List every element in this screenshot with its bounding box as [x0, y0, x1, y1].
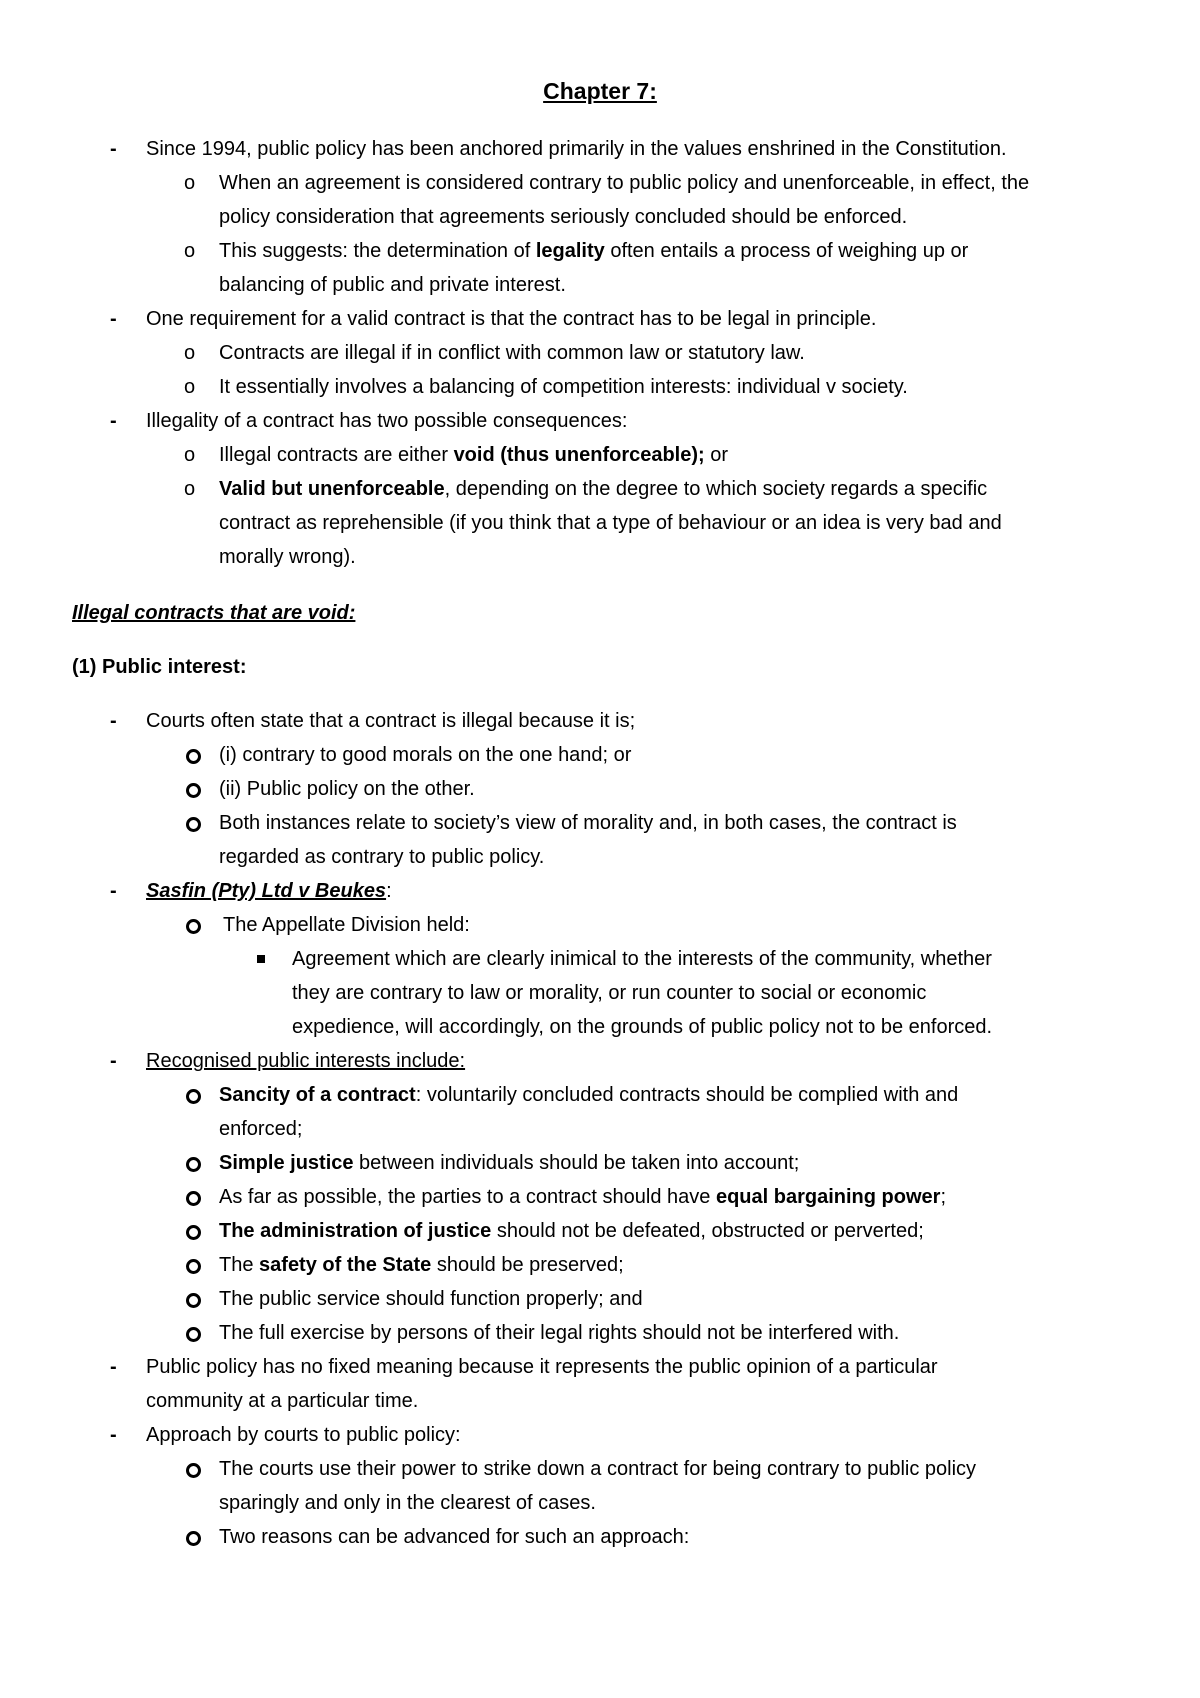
- list-item: [0, 1214, 1200, 1248]
- text-line: balancing of public and private interest.: [219, 274, 566, 296]
- list-item: [0, 942, 1200, 976]
- dash-bullet: -: [110, 1356, 117, 1378]
- list-item: [0, 1112, 1200, 1146]
- ring-bullet: [186, 783, 201, 798]
- square-bullet: [257, 955, 265, 963]
- text-line: community at a particular time.: [146, 1390, 419, 1412]
- list-item: [0, 268, 1200, 302]
- circle-bullet: o: [184, 444, 196, 466]
- text-line: Illegality of a contract has two possible consequences:: [146, 410, 628, 432]
- dash-bullet: -: [110, 1050, 117, 1072]
- list-item: [0, 302, 1200, 336]
- text-line: Simple justice between individuals should be taken into account;: [219, 1152, 800, 1174]
- ring-bullet: [186, 1293, 201, 1308]
- text-line: (ii) Public policy on the other.: [219, 778, 475, 800]
- subheading: (1) Public interest:: [72, 656, 247, 678]
- text-line: Agreement which are clearly inimical to the interests of the community, whether: [292, 948, 992, 970]
- text-line: Contracts are illegal if in conflict with common law or statutory law.: [219, 342, 805, 364]
- dash-bullet: -: [110, 880, 117, 902]
- text-line: When an agreement is considered contrary to public policy and unenforceable, in effect, the: [219, 172, 1030, 194]
- list-item: [0, 1010, 1200, 1044]
- list-item: [0, 772, 1200, 806]
- list-item: [0, 1520, 1200, 1554]
- text-line: they are contrary to law or morality, or run counter to social or economic: [292, 982, 927, 1004]
- text-line: sparingly and only in the clearest of cases.: [219, 1492, 596, 1514]
- text-line: policy consideration that agreements seriously concluded should be enforced.: [219, 206, 908, 228]
- text-line: The public service should function properly; and: [219, 1288, 643, 1310]
- list-item: [0, 438, 1200, 472]
- text-line: enforced;: [219, 1118, 303, 1140]
- subheading-row: [0, 650, 1200, 684]
- text-line: Recognised public interests include:: [146, 1050, 466, 1072]
- list-item: [0, 738, 1200, 772]
- text-line: (i) contrary to good morals on the one hand; or: [219, 744, 632, 766]
- list-item: [0, 1384, 1200, 1418]
- text-line: Illegal contracts are either void (thus unenforceable); or: [219, 444, 729, 466]
- circle-bullet: o: [184, 240, 196, 262]
- list-item: [0, 1078, 1200, 1112]
- list-item: [0, 404, 1200, 438]
- ring-bullet: [186, 1259, 201, 1274]
- ring-bullet: [186, 749, 201, 764]
- ring-bullet: [186, 1463, 201, 1478]
- list-item: [0, 1452, 1200, 1486]
- list-item: [0, 234, 1200, 268]
- list-item: [0, 1418, 1200, 1452]
- text-line: morally wrong).: [219, 546, 356, 568]
- list-item: [0, 1350, 1200, 1384]
- list-item: [0, 908, 1200, 942]
- text-line: Valid but unenforceable, depending on the degree to which society regards a specific: [219, 478, 988, 500]
- text-line: Two reasons can be advanced for such an approach:: [219, 1526, 690, 1548]
- text-line: Approach by courts to public policy:: [146, 1424, 461, 1446]
- ring-bullet: [186, 1191, 201, 1206]
- list-item: [0, 370, 1200, 404]
- text-line: Public policy has no fixed meaning because it represents the public opinion of a particular: [146, 1356, 938, 1378]
- list-item: [0, 806, 1200, 840]
- case-citation: Sasfin (Pty) Ltd v Beukes:: [146, 880, 392, 902]
- dash-bullet: -: [110, 410, 117, 432]
- text-line: Since 1994, public policy has been anchored primarily in the values enshrined in the Constitution.: [146, 138, 1007, 160]
- ring-bullet: [186, 1327, 201, 1342]
- ring-bullet: [186, 1089, 201, 1104]
- text-line: As far as possible, the parties to a contract should have equal bargaining power;: [219, 1186, 946, 1208]
- list-item: [0, 166, 1200, 200]
- text-line: contract as reprehensible (if you think that a type of behaviour or an idea is very bad and: [219, 512, 1002, 534]
- list-item: [0, 976, 1200, 1010]
- text-line: expedience, will accordingly, on the grounds of public policy not to be enforced.: [292, 1016, 993, 1038]
- list-item: [0, 1486, 1200, 1520]
- dash-bullet: -: [110, 1424, 117, 1446]
- list-item: [0, 336, 1200, 370]
- section-heading-row: [0, 596, 1200, 630]
- list-item: [0, 840, 1200, 874]
- text-line: Sancity of a contract: voluntarily concluded contracts should be complied with and: [219, 1084, 959, 1106]
- text-line: The safety of the State should be preserved;: [219, 1254, 624, 1276]
- dash-bullet: -: [110, 138, 117, 160]
- list-item: [0, 540, 1200, 574]
- list-item: [0, 874, 1200, 908]
- circle-bullet: o: [184, 172, 196, 194]
- list-item: [0, 1180, 1200, 1214]
- list-item: [0, 704, 1200, 738]
- list-item: [0, 1316, 1200, 1350]
- ring-bullet: [186, 1225, 201, 1240]
- ring-bullet: [186, 817, 201, 832]
- list-item: [0, 1248, 1200, 1282]
- ring-bullet: [186, 919, 201, 934]
- ring-bullet: [186, 1157, 201, 1172]
- text-line: The administration of justice should not be defeated, obstructed or perverted;: [219, 1220, 924, 1242]
- list-item: [0, 506, 1200, 540]
- text-line: The Appellate Division held:: [223, 914, 470, 936]
- circle-bullet: o: [184, 478, 196, 500]
- dash-bullet: -: [110, 308, 117, 330]
- text-line: regarded as contrary to public policy.: [219, 846, 545, 868]
- list-item: [0, 200, 1200, 234]
- section-heading: Illegal contracts that are void:: [72, 602, 356, 624]
- text-line: This suggests: the determination of legality often entails a process of weighing up or: [219, 240, 969, 262]
- list-item: [0, 472, 1200, 506]
- list-item: [0, 1146, 1200, 1180]
- text-line: One requirement for a valid contract is that the contract has to be legal in principle.: [146, 308, 877, 330]
- dash-bullet: -: [110, 710, 117, 732]
- ring-bullet: [186, 1531, 201, 1546]
- text-line: Courts often state that a contract is illegal because it is;: [146, 710, 636, 732]
- text-line: It essentially involves a balancing of competition interests: individual v society.: [219, 376, 908, 398]
- page-title: Chapter 7:: [543, 78, 657, 104]
- text-line: The full exercise by persons of their legal rights should not be interfered with.: [219, 1322, 900, 1344]
- text-line: Both instances relate to society’s view of morality and, in both cases, the contract is: [219, 812, 957, 834]
- circle-bullet: o: [184, 342, 196, 364]
- text-line: The courts use their power to strike down a contract for being contrary to public policy: [219, 1458, 977, 1480]
- list-item: [0, 1044, 1200, 1078]
- circle-bullet: o: [184, 376, 196, 398]
- list-item: [0, 132, 1200, 166]
- list-item: [0, 1282, 1200, 1316]
